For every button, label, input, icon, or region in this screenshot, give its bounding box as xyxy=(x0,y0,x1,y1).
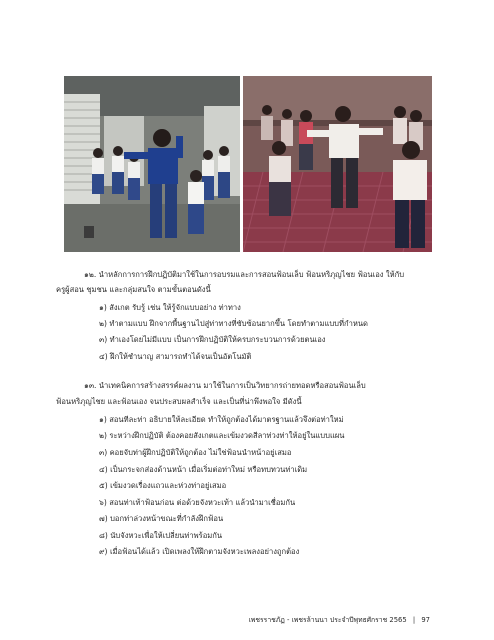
section-13-item: ๓) คอยจับท่าผู้ฝึกปฏิบัติให้ถูกต้อง ไม่ใช่ฟ้อนนำหน้าอยู่เสมอ xyxy=(99,448,292,457)
section-12-intro-line-1: ๑๒. นำหลักการการฝึกปฏิบัติมาใช้ในการอบรมและการสอนฟ้อนเล็บ ฟ้อนหริภุญไชย ฟ้อนเอง ให้กับ xyxy=(84,270,405,279)
page-footer xyxy=(249,614,430,625)
footer-separator: | xyxy=(412,616,416,624)
section-13-intro-line-1: ๑๓. นำเทคนิคการสร้างสรรค์ผลงาน มาใช้ในการเป็นวิทยากรถ่ายทอดหรือสอนฟ้อนเล็บ xyxy=(84,381,366,390)
section-12-item: ๒) ทำตามแบบ ฝึกจากพื้นฐานไปสู่ท่าทางที่ซับซ้อนยากขึ้น โดยทำตามแบบที่กำหนด xyxy=(99,319,368,328)
section-13-item: ๒) ระหว่างฝึกปฏิบัติ ต้องคอยสังเกตและเข้มงวดสีลาท่วงท่าให้อยู่ในแบบแผน xyxy=(99,431,345,440)
section-13-intro-line-2: ฟ้อนหริภุญไชย และฟ้อนเอง จนประสบผลสำเร็จ และเป็นที่น่าพึงพอใจ มีดังนี้ xyxy=(56,397,302,406)
section-13-item: ๖) สอนท่าเท้าฟ้อนก่อน ต่อด้วยจังหวะเท้า แล้วนำมาเชื่อมกัน xyxy=(99,498,296,507)
footer-publication-title: เพชรราชภัฏ - เพชรล้านนา ประจำปีพุทธศักราช 2565 xyxy=(248,616,407,624)
section-13-item: ๑) สอนทีละท่า อธิบายให้ละเอียด ทำให้ถูกต้องได้มาตรฐานแล้วจึงต่อท่าใหม่ xyxy=(99,415,344,424)
section-12-item: ๔) ฝึกให้ชำนาญ สามารถทำได้จนเป็นอัตโนมัติ xyxy=(99,352,252,361)
section-12-intro-line-2: ครูผู้สอน ชุมชน และกลุ่มสนใจ ตามขั้นตอนดังนี้ xyxy=(56,285,211,294)
section-12-item: ๑) สังเกต รับรู้ เช่น ให้รู้จักแบบอย่าง ท่าทาง xyxy=(99,303,241,312)
photo-training-class-left xyxy=(64,76,240,252)
section-13-item: ๘) นับจังหวะเพื่อให้เปลี่ยนท่าพร้อมกัน xyxy=(99,531,223,540)
section-12-item: ๓) ทำเองโดยไม่มีแบบ เป็นการฝึกปฏิบัติให้ครบกระบวนการด้วยตนเอง xyxy=(99,335,326,344)
section-13-item: ๔) เป็นกระจกส่องด้านหน้า เมื่อเริ่มต่อท่าใหม่ หรือทบทวนท่าเดิม xyxy=(99,465,308,474)
section-13-item: ๙) เมื่อฟ้อนได้แล้ว เปิดเพลงให้ฝึกตามจังหวะเพลงอย่างถูกต้อง xyxy=(99,547,300,556)
section-13-item: ๗) บอกท่าล่วงหน้าขณะที่กำลังฝึกฟ้อน xyxy=(99,514,224,523)
page-number: 97 xyxy=(421,616,430,624)
section-13-item: ๕) เข้มงวดเรื่องแถวและห่วงท่าอยู่เสมอ xyxy=(99,481,227,490)
photo-dancers-practice-right xyxy=(243,76,432,252)
